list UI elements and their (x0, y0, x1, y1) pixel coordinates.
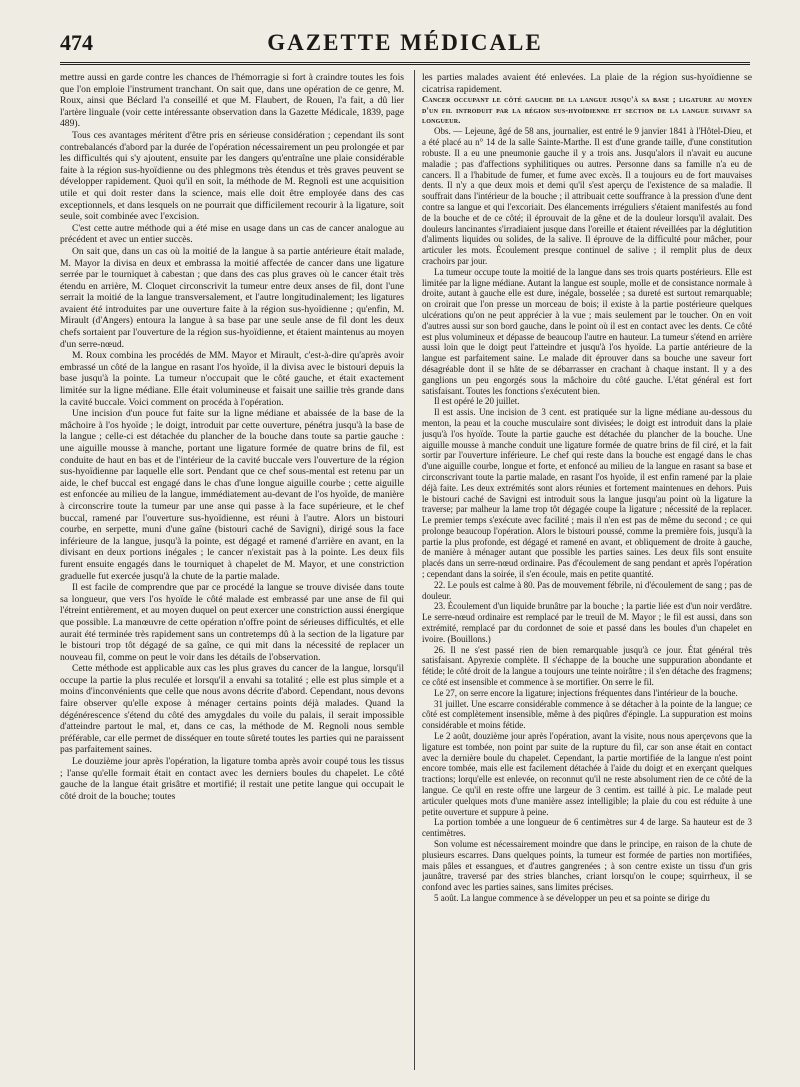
column-divider (414, 70, 415, 1070)
paragraph: Il est assis. Une incision de 3 cent. est pratiquée sur la ligne médiane au-dessous du menton, la peau et la couche musculaire sont divisées; le doigt est introduit dans la plaie jusqu'à l'os hyoïde. Toute la partie gauche est détachée du plancher de la bouche. Une aiguille mousse à manche conduit une ligature formée de quatre brins de fil ciré, et la fait sortir par l'ouverture inférieure. Le chef qui reste dans la bouche est engagé dans le chas d'une aiguille courbe, longue et forte, et enfoncé au milieu de la langue en rasant sa base et circonscrivant toute la partie malade, en rasant l'os hyoïde, il est enfin ramené par la plaie déjà faite. Les deux extrémités sont alors réunies et fortement maintenues en dehors. Puis le bistouri caché de Savigni est introduit sous la langue jusqu'au point où la ligature la traverse; par malheur la lame trop tôt dégagée coupe la ligature ; nécessité de la replacer. Le premier temps s'exécute avec facilité ; mais il n'en est pas de même du second ; ce qui prolonge beaucoup l'opération. Alors le bistouri poussé, comme la première fois, jusqu'à la partie la plus profonde, est dégagé et ramené en avant, et obliquement de droite à gauche, de manière à ménager autant que possible les parties saines. Les deux fils sont ensuite placés dans un serre-nœud ordinaire. Pas d'écoulement de sang pendant et après l'opération ; cependant dans la soirée, il s'en écoule, mais en petite quantité. (422, 407, 752, 580)
paragraph: Le 27, on serre encore la ligature; injections fréquentes dans l'intérieur de la bouche. (434, 687, 738, 698)
paragraph: Obs. — Lejeune, âgé de 58 ans, journalier, est entré le 9 janvier 1841 à l'Hôtel-Dieu, et a été placé au n° 14 de la salle Sainte-Marthe. Il est d'une grande taille, d'une constitution robuste. Il a eu une pneumonie gauche il y a trois ans. Jusqu'alors il n'avait eu aucune maladie ; pas d'affections syphilitiques ou autres. Personne dans sa famille n'a eu de cancers. Il a l'habitude de fumer, et fume avec excès. Il a toujours eu de fort mauvaises dents. Il n'y a que deux mois et demi qu'il s'est aperçu de l'existence de sa maladie. Il souffrait dans l'intérieur de la bouche ; il attribuait cette souffrance à la pression d'une dent contre sa langue et qui l'excoriait. Des élancements irréguliers s'étaient manifestés au fond de la bouche et de ce côté; il éprouvait de la gêne et de la douleur lorsqu'il avalait. Des douleurs lancinantes s'irradiaient jusque dans l'oreille et étaient réveillées par la déglutition d'aliments liquides ou solides, de la salive. Il éprouve de la difficulté pour mâcher, pour articuler les mots. Écoulement presque continuel de salive ; il remplit plus de deux crachoirs par jour. (422, 126, 752, 266)
right-column (422, 72, 752, 1077)
paragraph: La portion tombée a une longueur de 6 centimètres sur 4 de large. Sa hauteur est de 3 centimètres. (422, 817, 752, 839)
left-column (60, 72, 404, 1077)
paragraph: La tumeur occupe toute la moitié de la langue dans ses trois quarts postérieurs. Elle est limitée par la ligne médiane. Autant la langue est souple, molle et de consistance normale à droite, autant à gauche elle est dure, inégale, bosselée ; sa dureté est surtout remarquable; on croirait que l'on presse un morceau de bois; il existe à la partie postérieure quelques ulcérations qu'on ne peut apprécier à la vue ; mais seulement par le toucher. On en voit d'autres aussi sur son bord gauche, dans le point où il est en contact avec les dents. Ce côté est plus volumineux et dépasse de beaucoup l'autre en hauteur. La tumeur s'étend en arrière aussi loin que le doigt peut l'atteindre et jusqu'à l'os hyoïde. La partie antérieure de la langue est parfaitement saine. Le malade dit éprouver dans sa bouche une saveur fort désagréable dont il se hâte de se débarrasser en crachant à chaque instant. Il y a des ganglions un peu engorgés sous la mâchoire du côté gauche. L'état général est fort satisfaisant. Toutes les fonctions s'exécutent bien. (422, 266, 752, 396)
paragraph: 31 juillet. Une escarre considérable commence à se détacher à la pointe de la langue; ce côté est complètement insensible, même à des piqûres d'épingle. La suppuration est moins considérable et moins fétide. (422, 698, 752, 731)
paragraph: C'est cette autre méthode qui a été mise en usage dans un cas de cancer analogue au précédent et avec un entier succès. (60, 222, 404, 246)
paragraph: Cette méthode est applicable aux cas les plus graves du cancer de la langue, lorsqu'il occupe la partie la plus reculée et lorsqu'il a envahi sa totalité ; elle est plus simple et a moins d'inconvénients que celle que nous avons décrite d'abord. Cependant, nous devons faire observer qu'elle expose à ménager certains points déjà malades. Quand la dégénérescence s'étend du côté des amygdales du voile du palais, il serait impossible d'atteindre partout le mal, et, dans ce cas, la méthode de M. Regnoli nous semble préférable, car elle permet de disséquer en toute sûreté toutes les parties qui ne paraissent pas parfaitement saines. (60, 663, 404, 756)
paragraph: 22. Le pouls est calme à 80. Pas de mouvement fébrile, ni d'écoulement de sang ; pas de douleur. (422, 579, 752, 601)
paragraph: Tous ces avantages méritent d'être pris en sérieuse considération ; cependant ils sont contrebalancés d'abord par la durée de l'opération nécessairement un peu prolongée et par les difficultés qui s'y ajoutent, ensuite par les dangers qu'entraîne une plaie considérable faite à la région sus-hyoïdienne ou des phlegmons très étendus et très graves peuvent se développer rapidement. Quoi qu'il en soit, la méthode de M. Regnoli est une acquisition utile et qui doit rester dans la science, mais elle doit être employée dans des cas exceptionnels, et dans lesquels on ne pourrait que difficilement recourir à la ligature, soit seule, soit combinée avec l'excision. (60, 129, 404, 223)
paragraph: les parties malades avaient été enlevées. La plaie de la région sus-hyoïdienne se cicatrisa rapidement. (422, 72, 752, 95)
paragraph: Une incision d'un pouce fut faite sur la ligne médiane et abaissée de la base de la mâchoire à l'os hyoïde ; le doigt, introduit par cette ouverture, pénétra jusqu'à la base de la langue ; celle-ci est détachée du plancher de la bouche dans toute sa partie gauche : une aiguille mousse à manche, portant une ligature formée de quatre brins de fil, est conduite de haut en bas et de l'intérieur de la cavité buccale vers l'ouverture de la région sus-hyoïdienne par laquelle elle sort. Pendant que ce chef sous-mental est retenu par un aide, le chef buccal est engagé dans le chas d'une longue aiguille courbe ; cette aiguille est enfoncée au milieu de la langue, immédiatement au-devant de l'os hyoïde, de manière à circonscrire toute la tumeur par une anse qui passe à la face supérieure, et le chef buccal, ramené par l'ouverture sus-hyoïdienne, est réuni à l'autre. Alors un bistouri courbe, en serpette, muni d'une gaîne (bistouri caché de Savigni), dirigé sous la face inférieure de la langue, jusqu'à la pointe, est dégagé et ramené d'arrière en avant, en la divisant en deux portions inégales ; le cancer n'existait pas à la pointe. Les deux fils furent ensuite engagés dans le tourniquet à chapelet de M. Mayor, et une constriction graduelle fut exercée jusqu'à la chute de la partie malade. (60, 408, 404, 582)
paragraph: 23. Écoulement d'un liquide brunâtre par la bouche ; la partie liée est d'un noir verdâtre. Le serre-nœud ordinaire est remplacé par le treuil de M. Mayor ; le fil est aussi, dans son extrémité, remplacé par du cordonnet de soie et passé dans les boules d'un chapelet en ivoire. (Bouillons.) (422, 601, 752, 644)
page-header (60, 26, 750, 60)
page-number: 474 (60, 30, 93, 55)
journal-title: GAZETTE MÉDICALE (267, 30, 543, 55)
paragraph: 26. Il ne s'est passé rien de bien remarquable jusqu'à ce jour. État général très satisfaisant. Apyrexie complète. Il s'échappe de la bouche une suppuration abondante et fétide; le côté droit de la langue a toujours une teinte noirâtre ; il s'en détache des fragmens; ce côté est insensible et commence à se mortifier. On serre le fil. (422, 644, 752, 688)
paragraph: 5 août. La langue commence à se développer un peu et sa pointe se dirige du (434, 892, 710, 903)
paragraph: Il est facile de comprendre que par ce procédé la langue se trouve divisée dans toute sa longueur, que vers l'os hyoïde le côté malade est embrassé par une anse de fil qui l'étreint entièrement, et au moyen duquel on peut exercer une constriction aussi énergique que possible. La manœuvre de cette opération n'offre point de sérieuses difficultés, et elle aurait été terminée très rapidement sans un contretemps dû à la section de la ligature par le bistouri trop tôt dégagé de sa gaîne, ce qui mit dans la nécessité de replacer un nouveau fil, comme on peut le voir dans les détails de l'observation. (60, 582, 404, 663)
paragraph: Son volume est nécessairement moindre que dans le principe, en raison de la chute de plusieurs escarres. Dans quelques points, la tumeur est formée de parties non mortifiées, mais pâles et essangues, et d'autres gangrenées ; à son centre existe un tissu d'un gris jaunâtre, traversé par des stries blanches, criant lorsqu'on le coupe; squirrheux, il se confond avec les parties saines, sans limites précises. (422, 839, 752, 893)
paragraph: On sait que, dans un cas où la moitié de la langue à sa partie antérieure était malade, M. Mayor la divisa en deux et embrassa la moitié affectée de cancer dans une ligature serrée par le tourniquet à cabestan ; que dans des cas plus graves où le cancer était très étendu en arrière, M. Cloquet circonscrivit la tumeur entre deux anses de fil, dont l'une serrait la moitié de la langue transversalement, et l'autre longitudinalement; les ligatures avaient été introduites par une ouverture faite à la région sus-hyoïdienne ; qu'enfin, M. Mirault (d'Angers) entoura la langue à sa base par une seule anse de fil dont les deux chefs sortaient par l'ouverture de la région sus-hyoïdienne, et étaient maintenus au moyen d'un serre-nœud. (60, 245, 404, 350)
case-title: Cancer occupant le côté gauche de la langue jusqu'à sa base ; ligature au moyen d'un fil introduit par la région sus-hyoïdienne et section de la langue suivant sa longueur. (422, 95, 752, 125)
paragraph: Le douzième jour après l'opération, la ligature tomba après avoir coupé tous les tissus ; l'anse qu'elle formait était en contact avec les derniers boules du chapelet. Le côté gauche de la langue était grisâtre et mortifié; il restait une petite langue qui occupait le côté droit de la bouche; toutes (60, 756, 404, 802)
paragraph: M. Roux combina les procédés de MM. Mayor et Mirault, c'est-à-dire qu'après avoir embrassé un côté de la langue en rasant l'os hyoïde, il la divisa avec le bistouri depuis la base jusqu'à la pointe. La tumeur n'occupait que le côté gauche, et était exactement limitée sur la ligne médiane. Elle était volumineuse et faisait une saillie très grande dans la cavité buccale. Voici comment on procéda à l'opération. (60, 350, 404, 408)
paragraph: Il est opéré le 20 juillet. (434, 396, 520, 407)
header-rule (60, 62, 750, 65)
paragraph: Le 2 août, douzième jour après l'opération, avant la visite, nous nous aperçevons que la ligature est tombée, non point par suite de la rupture du fil, car son anse était en contact avec la dernière boule du chapelet. Cependant, la partie mortifiée de la langue n'est point encore tombée, mais elle est facilement détachée à l'aide du doigt et en exerçant quelques tractions; lorqu'elle est enlevée, on reconnut qu'il ne reste absolument rien de ce côté de la langue. Ce qu'il en reste offre une largeur de 3 centim. est taillé à pic. Le malade peut articuler quelques mots d'une manière assez intelligible; la plaie du cou est réduite à une petite ouverture et suppure à peine. (422, 731, 752, 817)
paragraph: mettre aussi en garde contre les chances de l'hémorragie si fort à craindre toutes les fois que l'on emploie l'instrument tranchant. On sait que, dans une opération de ce genre, M. Roux, ainsi que Béclard l'a conseillé et que M. Flaubert, de Rouen, l'a fait, a dû lier l'artère linguale (voir cette intéressante observation dans la Gazette Médicale, 1839, page 489). (60, 72, 404, 130)
